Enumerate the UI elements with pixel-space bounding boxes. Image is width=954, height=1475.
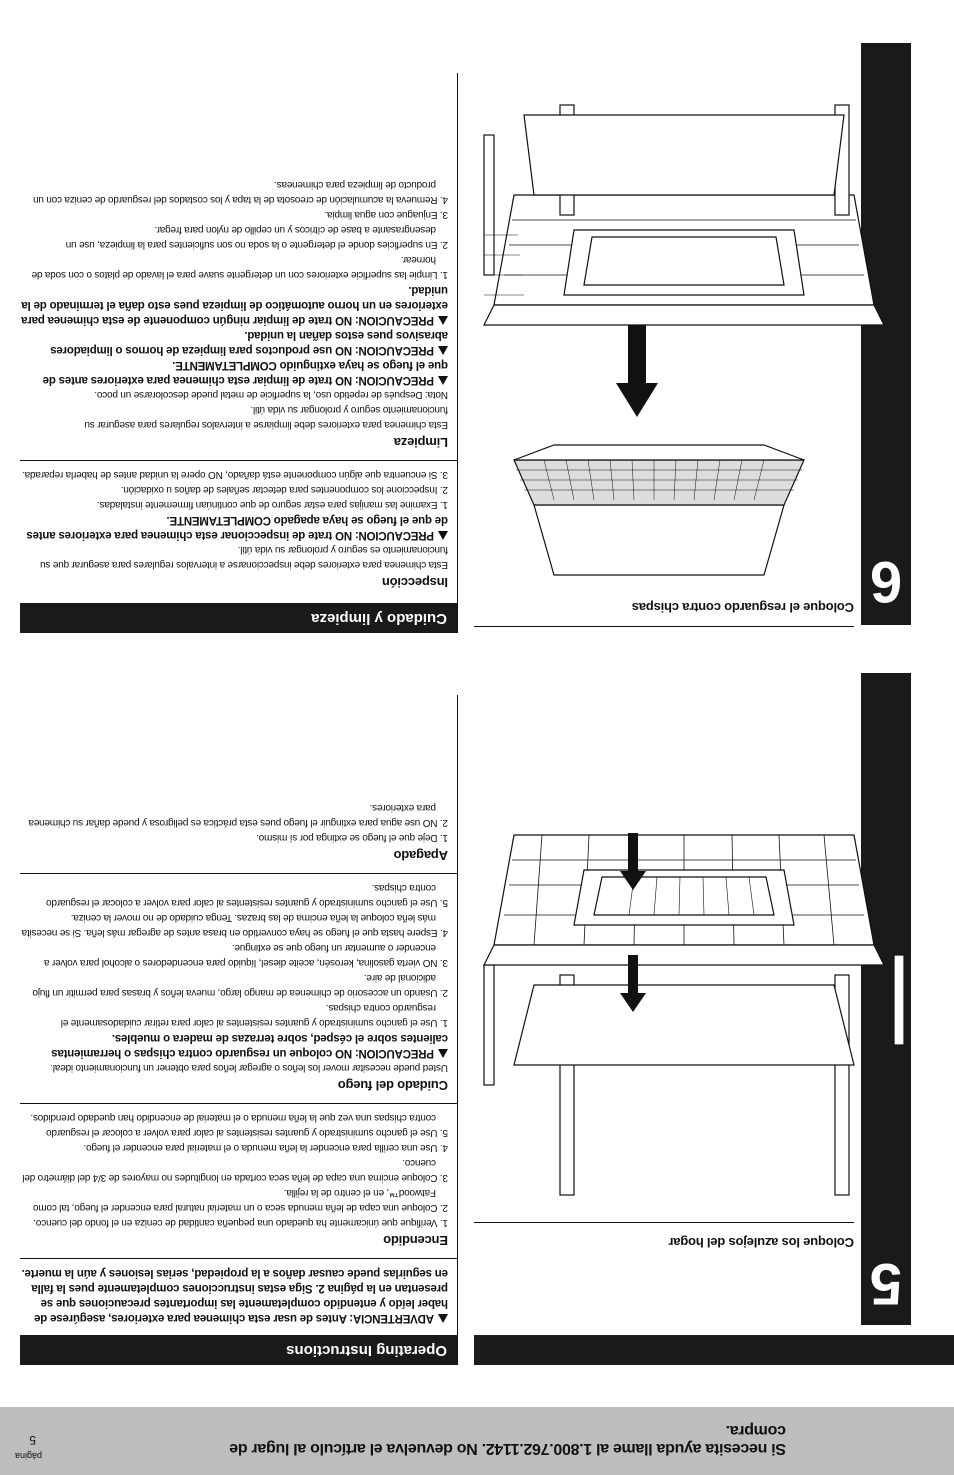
step6-title: Coloque el resguardo contra chispas — [632, 600, 854, 615]
care-header-bar — [20, 603, 457, 633]
rule — [20, 460, 458, 461]
list-item: 1. Verifique que únicamente ha quedado una pequeña cantidad de ceniza en el fondo del cuenco. — [33, 1217, 448, 1228]
inspeccion-list — [20, 467, 448, 512]
page-number: 5 — [29, 1433, 36, 1447]
list-item: 2. En superficies donde el detergente o la soda no son suficientes para la limpieza, use un desengrasante a base de cítricos y un cepillo de nylon para fregar. — [65, 224, 448, 250]
operating-header-bar — [20, 1335, 457, 1365]
limpieza-note: Nota: Después de repetido uso, la superficie de metal puede descolorarse un poco. — [94, 389, 448, 400]
operating-header: Operating Instructions — [286, 1342, 447, 1359]
step6-number: 6 — [869, 549, 903, 614]
limpieza-warning: PRECAUCION: NO trate de limpiar ningún componente de esta chimenea para exteriores en un horno automático de limpieza pues esto daña el terminado de la unidad. — [21, 284, 448, 326]
limpieza-warning: PRECAUCION: NO trate de limpiar esta chimenea para exteriores antes de que el fuego se haya extinguido COMPLETAMENTE. — [42, 359, 448, 386]
column-divider-1 — [457, 695, 458, 1365]
list-item: 3. Coloque encima una capa de leña seca cortada en longitudes no mayores de 3/4 del diámetro del cuenco. — [22, 1157, 448, 1183]
step5-top-bar — [474, 1335, 954, 1365]
limpieza-heading: Limpieza — [393, 435, 448, 450]
help-line: Si necesita ayuda llame al 1.800.762.1142. No devuelva el artículo al lugar de compra. — [229, 1422, 786, 1457]
limpieza-list — [20, 177, 448, 282]
operating-warning: ADVERTENCIA: Antes de usar esta chimenea para exteriores, asegúrese de haber leído y entendido completamente las importantes precauciones que se presentan en la página 2. Siga estas instrucciones completamente pues la falla en seguirlas puede causar daños a la propiedad, serias lesiones y aún la muerte. — [21, 1267, 448, 1324]
limpieza-intro: Esta chimenea para exteriores debe limpiarse a intervalos regulares para asegurar su funcionamiento seguro y prolongar su vida útil. — [84, 404, 448, 430]
list-item: 5. Use el gancho suministrado y guantes resistentes al calor para volver a colocar el resguardo contra chispas. — [46, 882, 448, 908]
warning-icon — [438, 376, 448, 385]
rule — [20, 1103, 458, 1104]
spark-guard-illustration — [474, 95, 914, 595]
cuidado-intro: Usted puede necesitar mover los leños o agregar leños para obtener un funcionamiento ideal. — [50, 1062, 448, 1073]
list-item: 2. Coloque una capa de leña menuda seca o un material natural para encender el fuego, tal como Fatwood™, en el centro de la rejilla. — [33, 1187, 448, 1213]
encendido-list — [20, 1110, 448, 1230]
step5-number: 5 — [869, 1251, 903, 1316]
list-item: 2. NO use agua para extinguir el fuego pues esta práctica es peligrosa y puede dañar su chimenea para exteriores. — [28, 802, 448, 828]
cuidado-warning: PRECAUCION: NO coloque un resguardo contra chispas o herramientas calientes sobre el césped, sobre terrazas de madera o muebles. — [51, 1032, 448, 1059]
apagado-heading: Apagado — [393, 848, 448, 863]
apagado-list — [20, 800, 448, 845]
care-header: Cuidado y limpieza — [311, 610, 447, 627]
warning-icon — [438, 346, 448, 355]
inspeccion-heading: Inspección — [382, 575, 448, 590]
footer-band — [0, 1407, 954, 1475]
list-item: 1. Deje que el fuego se extinga por sí mismo. — [256, 832, 448, 843]
inspeccion-warning: PRECAUCION: NO trate de inspeccionar esta chimenea para exteriores antes de que el fuego se haya apagado COMPLETAMENTE. — [26, 514, 448, 541]
inspeccion-intro: Esta chimenea para exteriores debe inspeccionarse a intervalos regulares para asegurar que su funcionamiento es seguro y prolongar su vida útil. — [40, 544, 448, 570]
list-item: 4. Use una cerilla para encender la leña menuda o el material para encender el fuego. — [83, 1142, 448, 1153]
step6-rule — [474, 626, 854, 627]
list-item: 5. Use el gancho suministrado y guantes resistentes al calor para volver a colocar el resguardo contra chispas una vez que la leña menuda o el material de encendido han quedado prendidos. — [30, 1112, 448, 1138]
list-item: 3. NO vierta gasolina, kerosén, aceite diesel, líquido para encendedores o alcohol para volver a encender o aumentar un fuego que se extingue. — [44, 942, 448, 968]
warning-icon — [438, 1314, 448, 1323]
warning-icon — [438, 316, 448, 325]
hearth-tiles-illustration — [474, 795, 914, 1215]
warning-icon — [438, 1049, 448, 1058]
list-item: 2. Usando un accesorio de chimenea de mango largo, mueva leños y brasas para permitir un flujo adicional de aire. — [32, 972, 448, 998]
operating-column — [20, 800, 448, 1325]
cuidado-list — [20, 880, 448, 1030]
list-item: 3. Si encuentra que algún componente está dañado, NO opere la unidad antes de haberla reparada. — [22, 469, 448, 480]
step5-title: Coloque los azulejos del hogar — [668, 1235, 854, 1250]
rule — [20, 1258, 458, 1259]
list-item: 1. Examine las manijas para estar seguro de que continúan firmemente instaladas. — [97, 499, 448, 510]
cuidado-heading: Cuidado del fuego — [338, 1078, 448, 1093]
list-item: 3. Enjuague con agua limpia. — [324, 209, 448, 220]
warning-icon — [438, 531, 448, 540]
column-divider-2 — [457, 73, 458, 633]
list-item: 1. Limpie las superficie exteriores con un detergente suave para el lavado de platos o con soda de hornear. — [31, 254, 448, 280]
step5-rule — [474, 1222, 854, 1223]
page-label: página — [14, 1451, 42, 1461]
rule — [20, 873, 458, 874]
care-column — [20, 177, 448, 590]
list-item: 2. Inspeccione los componentes para detectar señales de daños u oxidación. — [120, 484, 448, 495]
encendido-heading: Encendido — [383, 1233, 448, 1248]
limpieza-warning: PRECAUCION: NO use productos para limpieza de hornos o limpiadores abrasivos pues estos dañan la unidad. — [50, 329, 448, 356]
list-item: 4. Remueva la acumulación de creosota de la tapa y los costados del resguardo de ceniza con un producto de limpieza para chimeneas. — [33, 179, 448, 205]
list-item: 4. Espere hasta que el fuego se haya convertido en brasa antes de agregar más leña. Si se necesita más leña coloque la leña encima de las brazas. Tenga cuidado de no mover la ceniza. — [21, 912, 448, 938]
list-item: 1. Use el gancho suministrado y guantes resistentes al calor para retirar cuidadosamente el resguardo contra chispas. — [60, 1002, 448, 1028]
